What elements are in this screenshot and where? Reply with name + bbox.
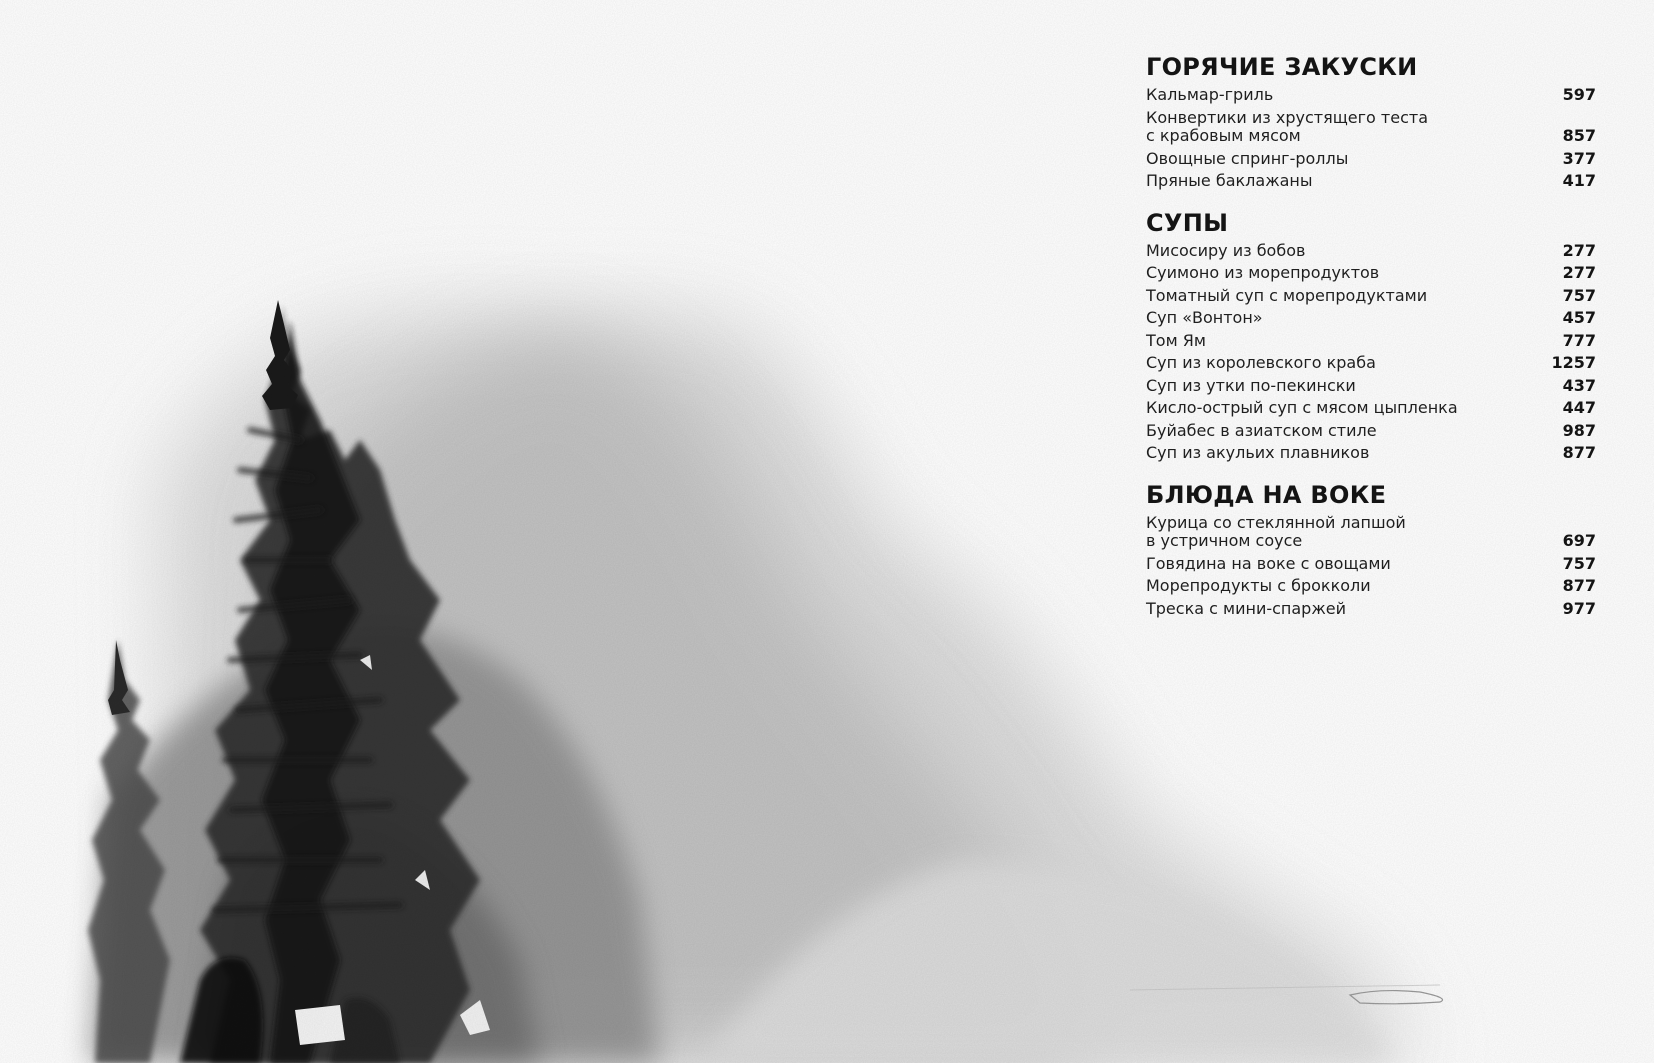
menu-item-price: 277 — [1562, 263, 1596, 282]
menu-item-price: 857 — [1562, 126, 1596, 145]
menu-item-price: 697 — [1562, 531, 1596, 550]
menu-item — [1146, 287, 1596, 306]
menu-item — [1146, 422, 1596, 441]
menu-list — [1146, 52, 1596, 635]
menu-section — [1146, 208, 1596, 463]
menu-item-price: 987 — [1562, 420, 1596, 440]
menu-item — [1146, 600, 1596, 619]
menu-item-price: 977 — [1562, 598, 1596, 618]
section-title: БЛЮДА НА ВОКЕ — [1146, 480, 1387, 509]
menu-item — [1146, 354, 1596, 373]
menu-item-name: Говядина на воке с овощами — [1146, 553, 1391, 573]
menu-item-name: Томатный суп с морепродуктами — [1146, 285, 1428, 305]
menu-item-name: Треска с мини-спаржей — [1146, 598, 1346, 618]
menu-item-name: Курица со стеклянной лапшой в устричном соусе — [1146, 512, 1406, 550]
menu-item — [1146, 399, 1596, 418]
menu-item-price: 437 — [1562, 375, 1596, 395]
menu-item-price: 757 — [1562, 553, 1596, 573]
menu-item-name: Суп из королевского краба — [1146, 353, 1376, 372]
menu-item-name: Кисло-острый суп с мясом цыпленка — [1146, 398, 1458, 417]
menu-item-price: 457 — [1562, 308, 1596, 327]
menu-item-price: 877 — [1562, 443, 1596, 462]
menu-item-price: 757 — [1562, 285, 1596, 305]
menu-item — [1146, 332, 1596, 351]
menu-item-name: Суимоно из морепродуктов — [1146, 263, 1380, 282]
menu-item-price: 277 — [1562, 240, 1596, 260]
menu-item-price: 447 — [1562, 398, 1596, 417]
menu-item — [1146, 242, 1596, 261]
menu-item — [1146, 264, 1596, 283]
menu-item-name: Пряные баклажаны — [1146, 171, 1313, 190]
menu-item — [1146, 309, 1596, 328]
menu-item-name: Буйабес в азиатском стиле — [1146, 420, 1377, 440]
menu-item-name: Овощные спринг-роллы — [1146, 148, 1349, 168]
menu-item-name: Морепродукты с брокколи — [1146, 576, 1371, 595]
menu-section — [1146, 480, 1596, 619]
section-title: СУПЫ — [1146, 208, 1229, 237]
menu-item-name: Мисосиру из бобов — [1146, 240, 1306, 260]
menu-item-price: 1257 — [1551, 353, 1596, 372]
menu-item-price: 777 — [1562, 330, 1596, 350]
menu-item — [1146, 109, 1596, 146]
menu-item — [1146, 555, 1596, 574]
menu-item-name: Суп из акульих плавников — [1146, 443, 1370, 462]
menu-item-price: 597 — [1562, 85, 1596, 104]
menu-item-price: 377 — [1562, 148, 1596, 168]
menu-item-name: Суп из утки по-пекински — [1146, 375, 1356, 395]
menu-item — [1146, 86, 1596, 105]
menu-item-name: Кальмар-гриль — [1146, 85, 1274, 104]
menu-item-name: Конвертики из хрустящего теста с крабовым мясом — [1146, 107, 1429, 145]
menu-item-price: 417 — [1562, 171, 1596, 190]
menu-item-name: Суп «Вонтон» — [1146, 308, 1263, 327]
section-title: ГОРЯЧИЕ ЗАКУСКИ — [1146, 53, 1418, 81]
menu-item — [1146, 150, 1596, 169]
menu-item — [1146, 514, 1596, 551]
menu-item-name: Том Ям — [1146, 330, 1206, 350]
menu-item — [1146, 377, 1596, 396]
menu-section — [1146, 52, 1596, 191]
menu-item — [1146, 444, 1596, 463]
menu-item-price: 877 — [1562, 576, 1596, 595]
menu-item — [1146, 577, 1596, 596]
menu-item — [1146, 172, 1596, 191]
